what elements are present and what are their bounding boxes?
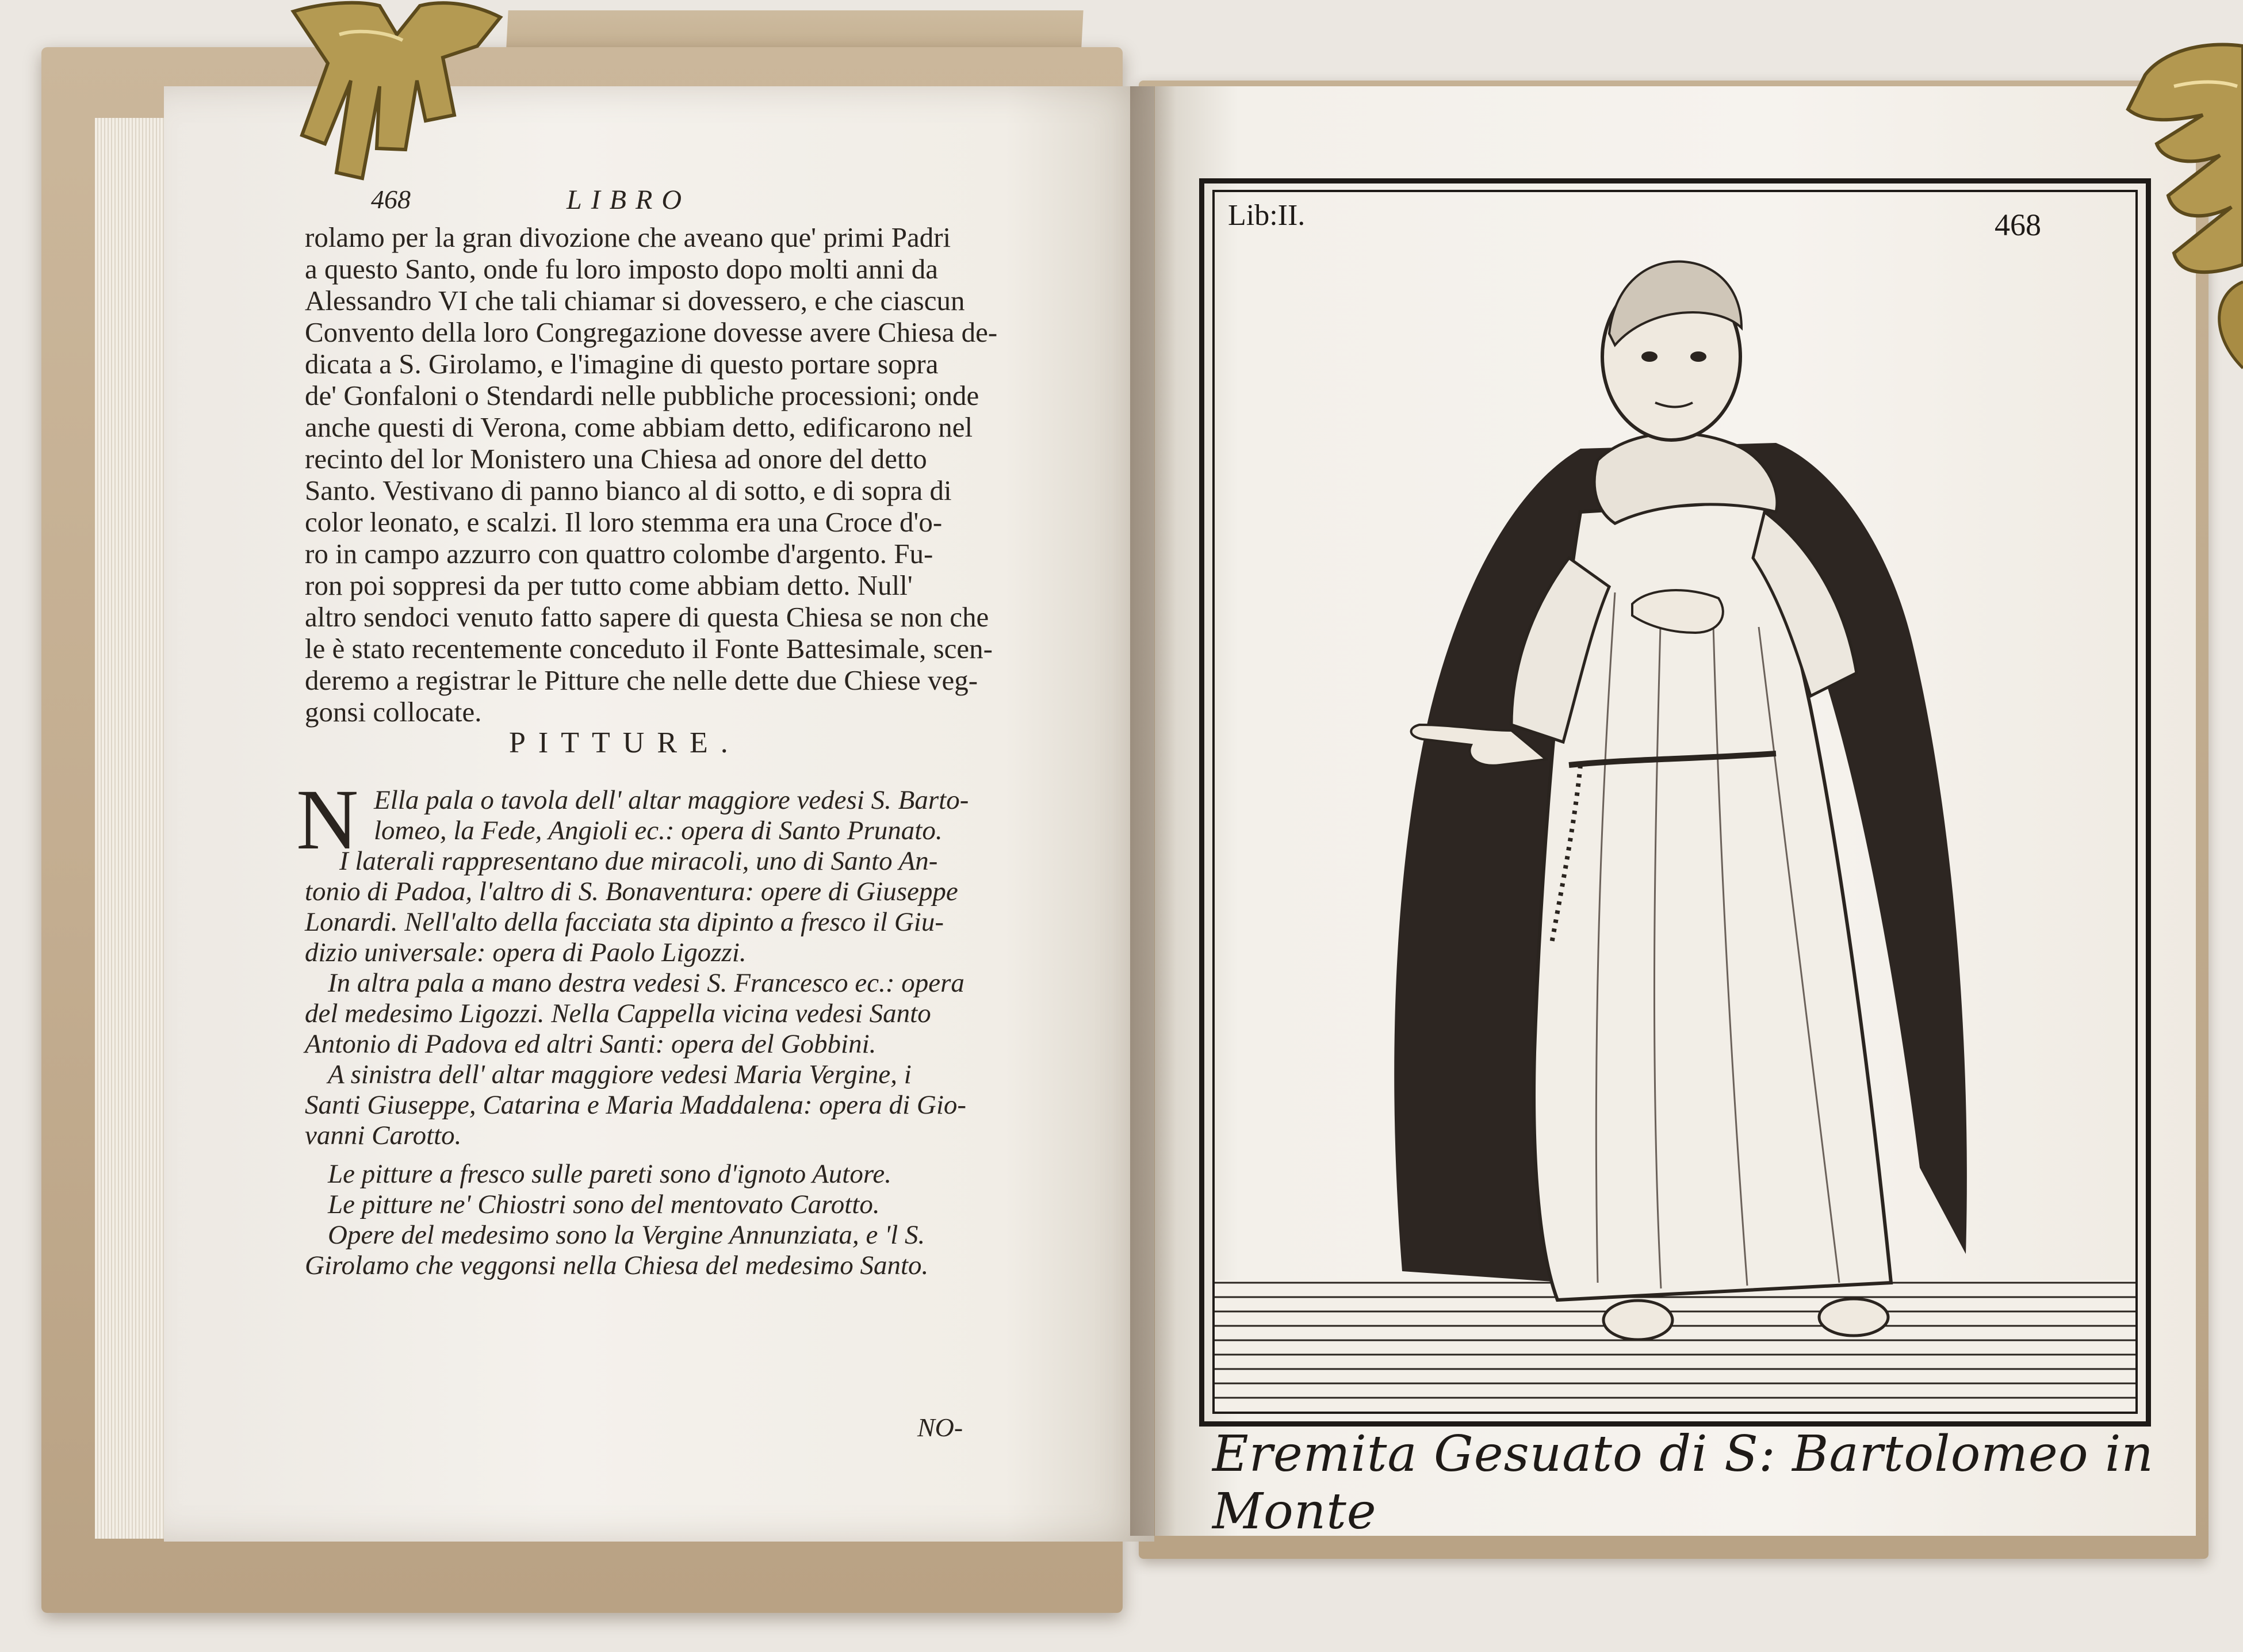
text-line: recinto del lor Monistero una Chiesa ad onore del detto — [305, 443, 927, 475]
text-line: dizio universale: opera di Paolo Ligozzi. — [305, 938, 747, 968]
text-line: A sinistra dell' altar maggiore vedesi Maria Vergine, i — [328, 1060, 912, 1089]
text-line: dicata a S. Girolamo, e l'imagine di questo portare sopra — [305, 348, 939, 380]
catchword: NO- — [917, 1413, 963, 1442]
text-line: Le pitture a fresco sulle pareti sono d'ignoto Autore. — [328, 1159, 892, 1189]
running-title: LIBRO — [567, 185, 691, 215]
text-line: de' Gonfaloni o Stendardi nelle pubbliche processioni; onde — [305, 380, 979, 411]
text-line: In altra pala a mano destra vedesi S. Francesco ec.: opera — [328, 968, 964, 998]
text-line: vanni Carotto. — [305, 1121, 462, 1150]
page-edges — [95, 118, 175, 1539]
text-line: Alessandro VI che tali chiamar si dovessero, e che ciascun — [305, 285, 965, 316]
text-line: Santo. Vestivano di panno bianco al di sotto, e di sopra di — [305, 475, 952, 506]
gutter-shadow — [1130, 86, 1176, 1536]
text-line: rolamo per la gran divozione che aveano que' primi Padri — [305, 221, 951, 253]
section-heading: PITTURE. — [509, 726, 741, 759]
engraving-figure — [1212, 190, 2138, 1414]
text-line: Convento della loro Congregazione dovesse avere Chiesa de- — [305, 316, 998, 348]
text-line: altro sendoci venuto fatto sapere di questa Chiesa se non che — [305, 601, 989, 633]
text-line: gonsi collocate. — [305, 696, 482, 728]
plate-caption: Eremita Gesuato di S: Bartolomeo in Monte — [1212, 1425, 2154, 1540]
text-line: anche questi di Verona, come abbiam detto, edificarono nel — [305, 411, 973, 443]
plate-book-label: Lib:II. — [1228, 199, 1306, 232]
left-page-number: 468 — [371, 185, 411, 214]
text-line: deremo a registrar le Pitture che nelle dette due Chiese veg- — [305, 664, 978, 696]
text-line: color leonato, e scalzi. Il loro stemma era una Croce d'o- — [305, 506, 943, 538]
ground-hatching — [1215, 1280, 2135, 1412]
text-line: Antonio di Padova ed altri Santi: opera del Gobbini. — [305, 1029, 876, 1059]
right-foot — [1819, 1299, 1888, 1336]
text-line: del medesimo Ligozzi. Nella Cappella vicina vedesi Santo — [305, 999, 931, 1028]
main-paragraph — [305, 221, 1052, 728]
text-line: Le pitture ne' Chiostri sono del mentovato Carotto. — [328, 1190, 880, 1219]
brass-hand-weight-right — [2059, 23, 2243, 380]
text-line: Santi Giuseppe, Catarina e Maria Maddalena: opera di Gio- — [305, 1090, 967, 1120]
text-line: Girolamo che veggonsi nella Chiesa del medesimo Santo. — [305, 1251, 929, 1280]
text-line: Ella pala o tavola dell' altar maggiore vedesi S. Barto- — [374, 785, 969, 815]
text-line: lomeo, la Fede, Angioli ec.: opera di Santo Prunato. — [374, 816, 943, 846]
text-line: le è stato recentemente conceduto il Fonte Battesimale, scen- — [305, 633, 993, 664]
text-line: I laterali rappresentano due miracoli, uno di Santo An- — [339, 846, 938, 876]
text-line: ro in campo azzurro con quattro colombe d'argento. Fu- — [305, 538, 933, 569]
drop-cap: N — [296, 772, 359, 867]
plate-number: 468 — [1995, 208, 2041, 242]
brass-hand-weight-left — [270, 0, 518, 196]
text-line: Lonardi. Nell'alto della facciata sta dipinto a fresco il Giu- — [305, 907, 944, 937]
paintings-list — [305, 785, 1052, 1281]
text-line: ron poi soppresi da per tutto come abbiam detto. Null' — [305, 569, 913, 601]
text-line: Opere del medesimo sono la Vergine Annunziata, e 'l S. — [328, 1220, 925, 1250]
text-line: tonio di Padoa, l'altro di S. Bonaventura: opere di Giuseppe — [305, 877, 958, 907]
text-line: a questo Santo, onde fu loro imposto dopo molti anni da — [305, 253, 939, 285]
left-foot — [1603, 1301, 1672, 1340]
